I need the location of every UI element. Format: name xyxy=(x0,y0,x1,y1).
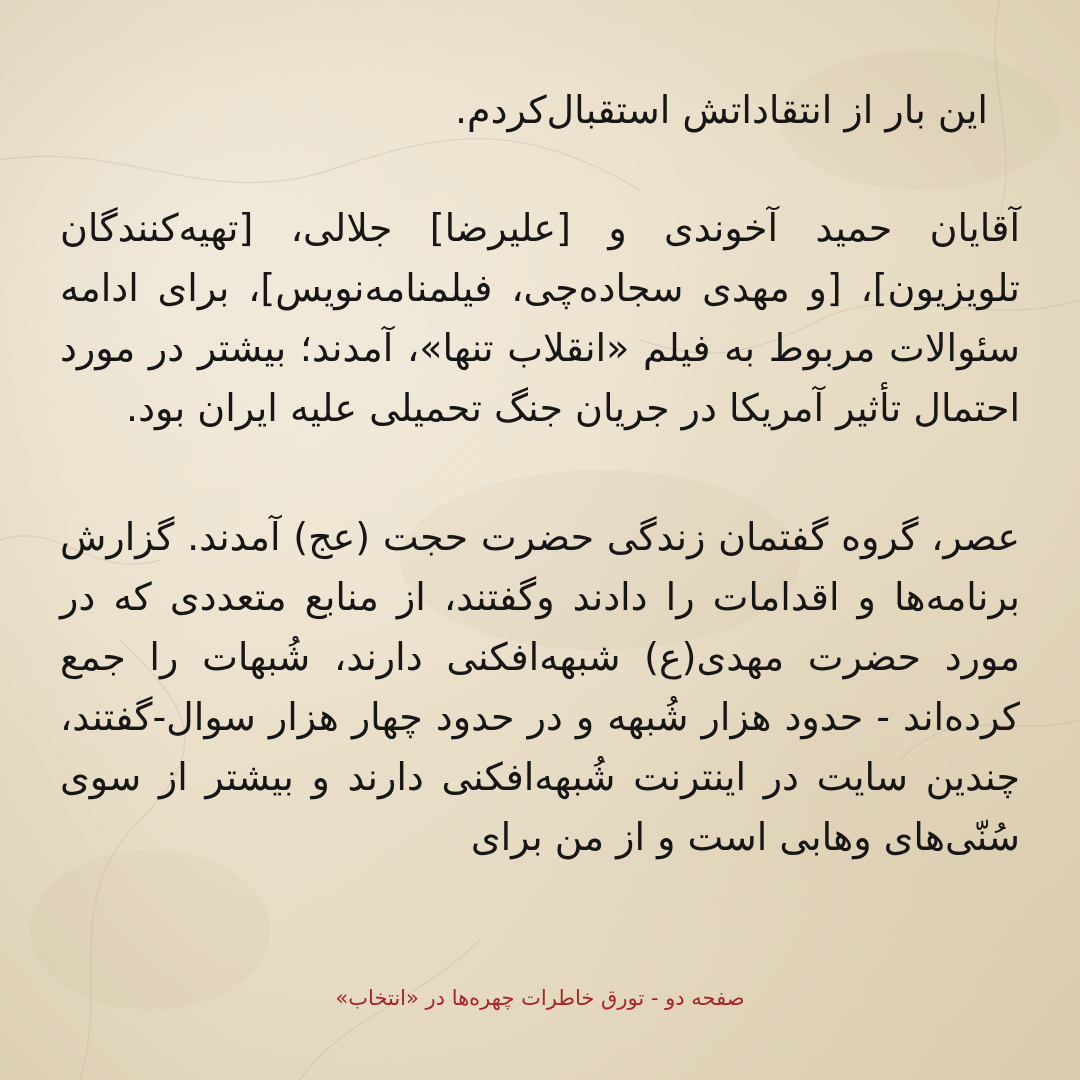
paragraph-1: این بار از انتقاداتش استقبال‌کردم. xyxy=(454,88,988,132)
page-caption: صفحه دو - تورق خاطرات چهره‌ها در «انتخاب» xyxy=(335,986,745,1010)
paragraph-3: عصر، گروه گفتمان زندگی حضرت حجت (عج) آمدند. گزارش برنامه‌ها و اقدامات را دادند وگفتند، از منابع متعددی که در مورد حضرت مهدی(ع) شبهه‌افکنی دارند، شُبهات را جمع کرده‌اند - حدود هزار شُبهه و در حدود چهار هزار سوال-گفتند، چندین سایت در اینترنت شُبهه‌افکنی دارند و بیشتر از سوی سُنّی‌های وهابی است و از من برای xyxy=(60,515,1020,859)
paragraph-2: آقایان حمید آخوندی و [علیرضا] جلالی، [تهیه‌کنندگان تلویزیون]، [و مهدی سجاده‌چی، فیلمنامه‌نویس]، برای ادامه سئوالات مربوط به فیلم «انقلاب تنها»، آمدند؛ بیشتر در مورد احتمال تأثیر آمریکا در جریان جنگ تحمیلی علیه ایران بود. xyxy=(60,206,1020,430)
document-body xyxy=(60,80,1020,867)
